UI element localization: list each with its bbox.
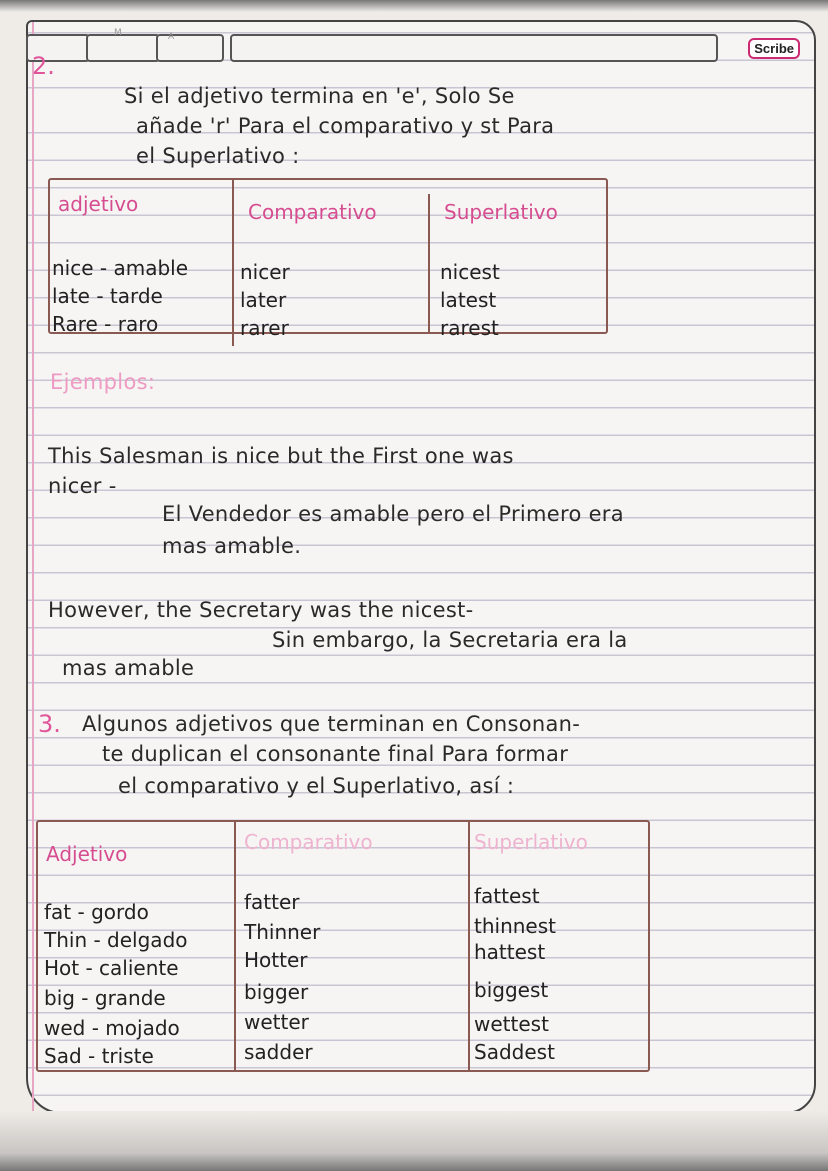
section-2-line-2: añade 'r' Para el comparativo y st Para — [136, 114, 555, 138]
header-box-3 — [156, 34, 224, 62]
top-shadow — [0, 0, 828, 12]
table-1-row-1-superlative: nicest — [440, 260, 500, 284]
section-3-line-2: te duplican el consonante final Para formar — [102, 742, 569, 766]
example-line-1: This Salesman is nice but the First one was — [48, 444, 514, 468]
table-2-row-5-comparative: wetter — [244, 1010, 309, 1034]
table-1-header-comparative: Comparativo — [248, 200, 377, 224]
section-3-line-3: el comparativo y el Superlativo, así : — [118, 774, 515, 798]
example-line-6: Sin embargo, la Secretaria era la — [272, 628, 628, 652]
example-line-2: nicer - — [48, 474, 117, 498]
table-2-row-5-superlative: wettest — [474, 1012, 549, 1036]
brand-logo: Scribe — [748, 38, 800, 59]
table-2-divider-1 — [234, 820, 236, 1070]
examples-heading: Ejemplos: — [50, 370, 156, 394]
table-1-row-2-comparative: later — [240, 288, 287, 312]
table-2-row-2-superlative: thinnest — [474, 914, 556, 938]
example-line-7: mas amable — [62, 656, 195, 680]
section-2-line-1: Si el adjetivo termina en 'e', Solo Se — [124, 84, 515, 108]
table-2-row-1-comparative: fatter — [244, 890, 300, 914]
table-1-row-2-adjective: late - tarde — [52, 284, 163, 308]
table-2-row-3-superlative: hattest — [474, 940, 546, 964]
header-box-4 — [230, 34, 718, 62]
table-1-row-2-superlative: latest — [440, 288, 497, 312]
table-1-row-1-adjective: nice - amable — [52, 256, 189, 280]
table-1-divider-2 — [428, 194, 430, 332]
table-2-row-6-comparative: sadder — [244, 1040, 313, 1064]
header-box-2 — [86, 28, 160, 62]
table-2-header-superlative: Superlativo — [474, 830, 588, 854]
table-2-row-1-adjective: fat - gordo — [44, 900, 149, 924]
table-1-row-3-superlative: rarest — [440, 316, 499, 340]
table-2-row-6-superlative: Saddest — [474, 1040, 555, 1064]
section-3-number: 3. — [38, 710, 61, 738]
table-1-row-1-comparative: nicer — [240, 260, 290, 284]
table-2-row-6-adjective: Sad - triste — [44, 1044, 154, 1068]
table-2-row-4-adjective: big - grande — [44, 986, 166, 1010]
example-line-5: However, the Secretary was the nicest- — [48, 598, 474, 622]
table-2-header-comparative: Comparativo — [244, 830, 373, 854]
table-1-header-adjective: adjetivo — [58, 192, 139, 216]
table-2-row-4-superlative: biggest — [474, 978, 549, 1002]
table-1-divider-1 — [232, 178, 234, 346]
table-2-row-2-comparative: Thinner — [244, 920, 321, 944]
example-line-4: mas amable. — [162, 534, 302, 558]
header-box-label-m: M — [114, 28, 122, 38]
section-2-line-3: el Superlativo : — [136, 144, 300, 168]
margin-line-left — [32, 22, 34, 1112]
table-2-row-3-comparative: Hotter — [244, 948, 308, 972]
table-2-row-2-adjective: Thin - delgado — [44, 928, 188, 952]
table-2-divider-2 — [468, 820, 470, 1070]
header-box-label-a: A — [168, 32, 175, 42]
table-2-row-1-superlative: fattest — [474, 884, 540, 908]
notebook-page — [26, 20, 816, 1114]
table-2-row-4-comparative: bigger — [244, 980, 309, 1004]
table-1-header-superlative: Superlativo — [444, 200, 558, 224]
section-3-line-1: Algunos adjetivos que terminan en Consonan- — [82, 712, 581, 736]
bottom-shadow — [0, 1111, 828, 1171]
table-2-row-3-adjective: Hot - caliente — [44, 956, 179, 980]
example-line-3: El Vendedor es amable pero el Primero era — [162, 502, 624, 526]
section-2-number: 2. — [32, 52, 55, 80]
table-2-header-adjective: Adjetivo — [46, 842, 128, 866]
table-1-row-3-comparative: rarer — [240, 316, 289, 340]
table-2-row-5-adjective: wed - mojado — [44, 1016, 180, 1040]
table-1-row-3-adjective: Rare - raro — [52, 312, 159, 336]
